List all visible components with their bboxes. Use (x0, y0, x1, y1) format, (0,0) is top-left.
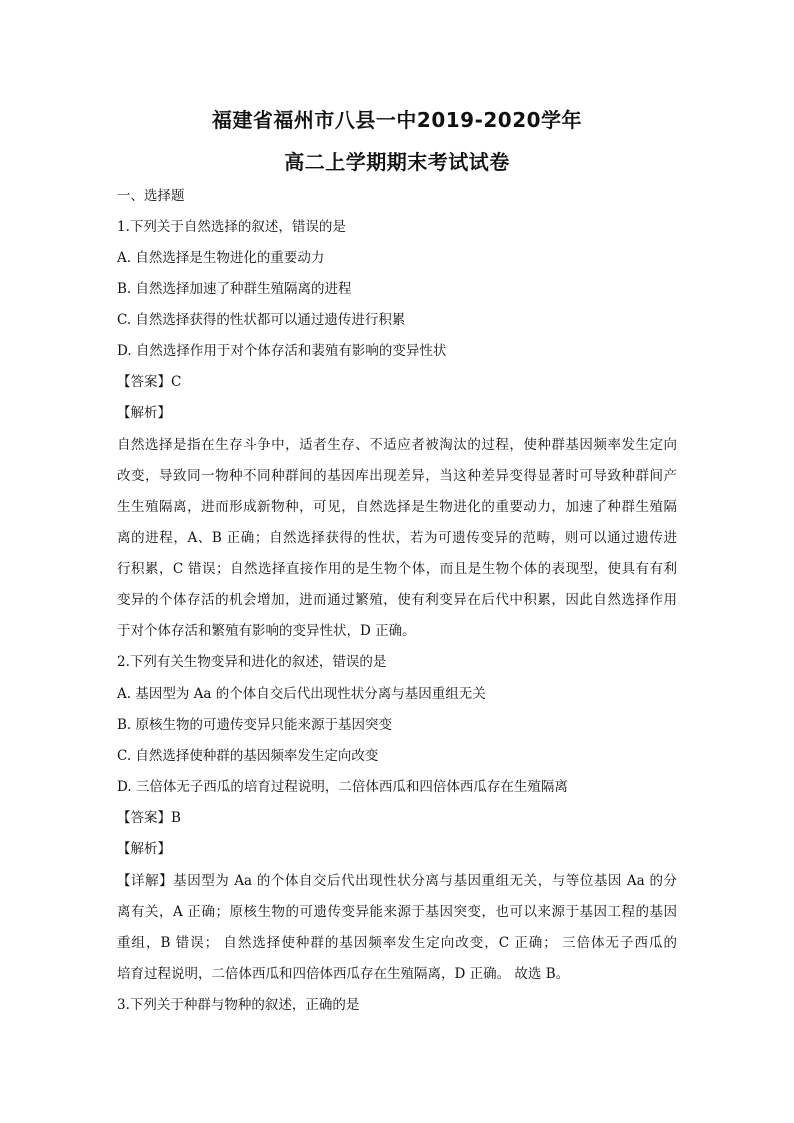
document-title-line2: 高二上学期期末考试试卷 (284, 150, 510, 174)
question-1-analysis-line: 生生殖隔离，进而形成新物种，可见，自然选择是生物进化的重要动力，加速了种群生殖隔 (117, 499, 677, 515)
question-2-option-a: A. 基因型为 Aa 的个体自交后代出现性状分离与基因重组无关 (117, 686, 486, 702)
question-1-option-a: A. 自然选择是生物进化的重要动力 (117, 250, 325, 266)
question-1-stem: 1.下列关于自然选择的叙述，错误的是 (117, 219, 346, 235)
question-1-analysis-line: 行积累，C 错误；自然选择直接作用的是生物个体，而且是生物个体的表现型，使具有有利 (117, 561, 677, 577)
question-2-analysis-line: 培育过程说明，二倍体西瓜和四倍体西瓜存在生殖隔离，D 正确。 故选 B。 (117, 966, 570, 982)
section-heading: 一、选择题 (117, 188, 185, 204)
question-2-option-d: D. 三倍体无子西瓜的培育过程说明，二倍体西瓜和四倍体西瓜存在生殖隔离 (117, 779, 568, 795)
question-1-analysis-label: 【解析】 (117, 405, 171, 421)
question-1-analysis-line: 于对个体存活和繁殖有影响的变异性状，D 正确。 (117, 623, 416, 639)
question-2-analysis-line: 【详解】基因型为 Aa 的个体自交后代出现性状分离与基因重组无关，与等位基因 Aa 的分 (117, 873, 677, 889)
question-2-option-c: C. 自然选择使种群的基因频率发生定向改变 (117, 748, 379, 764)
question-1-option-d: D. 自然选择作用于对个体存活和裴殖有影响的变异性状 (117, 343, 447, 359)
document-title-line1: 福建省福州市八县一中2019-2020学年 (211, 108, 583, 132)
question-1-answer: 【答案】C (117, 374, 182, 390)
question-2-analysis-label: 【解析】 (117, 841, 171, 857)
question-1-analysis-line: 变异的个体存活的机会增加，进而通过繁殖，使有利变异在后代中积累，因此自然选择作用 (117, 592, 677, 608)
question-2-analysis-line: 重组，B 错误； 自然选择使种群的基因频率发生定向改变，C 正确； 三倍体无子西瓜的 (117, 935, 677, 951)
question-1-option-b: B. 自然选择加速了种群生殖隔离的进程 (117, 281, 352, 297)
question-1-analysis-line: 自然选择是指在生存斗争中，适者生存、不适应者被淘汰的过程，使种群基因频率发生定向 (117, 437, 677, 453)
question-2-answer: 【答案】B (117, 810, 181, 826)
question-2-option-b: B. 原核生物的可遗传变异只能来源于基因突变 (117, 717, 393, 733)
question-1-analysis-line: 改变，导致同一物种不同种群间的基因库出现差异，当这种差异变得显著时可导致种群间产 (117, 468, 677, 484)
question-1-option-c: C. 自然选择获得的性状都可以通过遗传进行积累 (117, 312, 406, 328)
question-2-analysis-line: 离有关，A 正确；原核生物的可遗传变异能来源于基因突变，也可以来源于基因工程的基因 (117, 904, 677, 920)
question-1-analysis-line: 离的进程，A、B 正确；自然选择获得的性状，若为可遗传变异的范畴，则可以通过遗传进 (117, 530, 677, 546)
question-2-stem: 2.下列有关生物变异和进化的叙述，错误的是 (117, 654, 387, 670)
question-3-stem: 3.下列关于种群与物种的叙述，正确的是 (117, 997, 360, 1013)
